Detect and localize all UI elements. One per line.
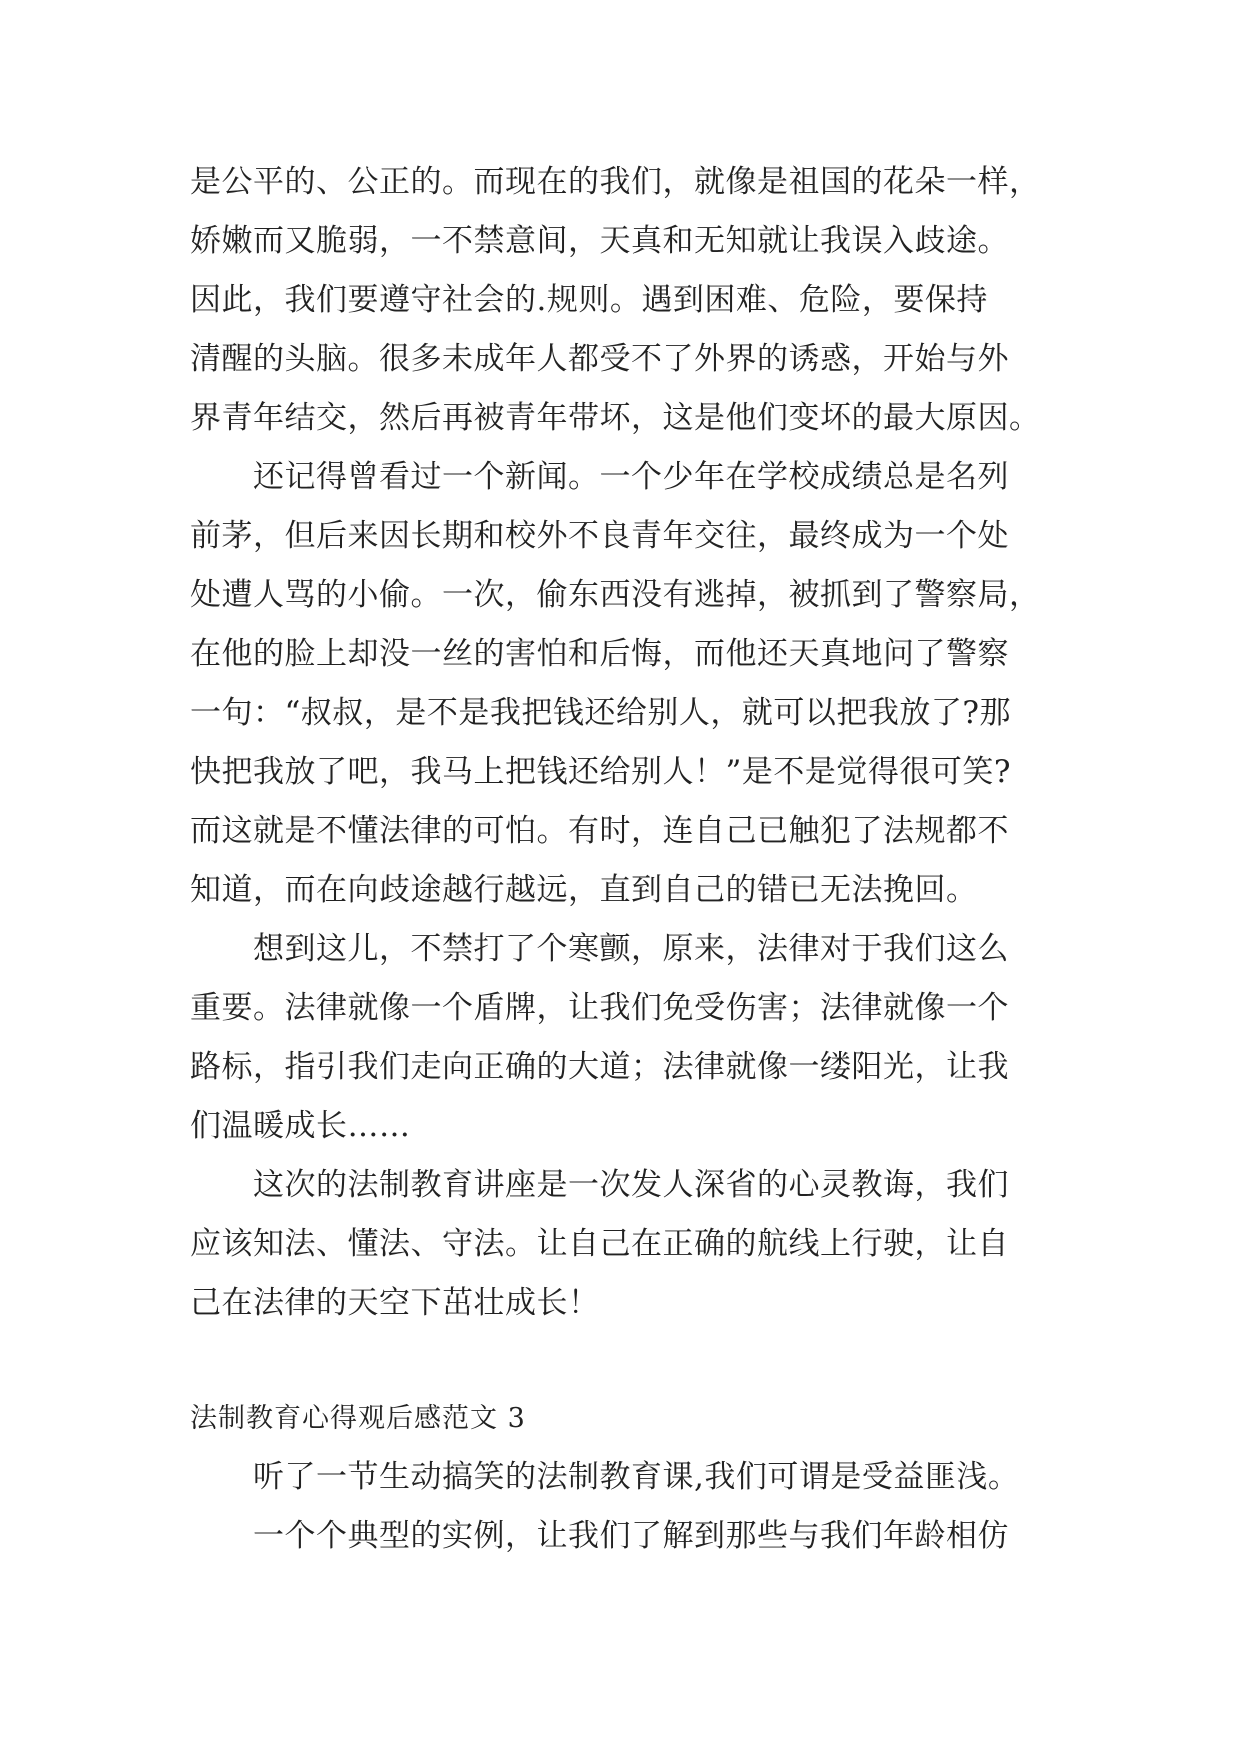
text-line: 重要。法律就像一个盾牌，让我们免受伤害；法律就像一个 xyxy=(190,990,1009,1026)
paragraph-first-line: 还记得曾看过一个新闻。一个少年在学校成绩总是名列 xyxy=(253,459,1009,495)
text-line: 应该知法、懂法、守法。让自己在正确的航线上行驶，让自 xyxy=(190,1226,1009,1262)
text-line: 娇嫩而又脆弱，一不禁意间，天真和无知就让我误入歧途。 xyxy=(190,223,1009,259)
text-line: 清醒的头脑。很多未成年人都受不了外界的诱惑，开始与外 xyxy=(190,341,1009,377)
text-line: 知道，而在向歧途越行越远，直到自己的错已无法挽回。 xyxy=(190,872,978,908)
text-line: 处遭人骂的小偷。一次，偷东西没有逃掉，被抓到了警察局， xyxy=(190,577,1041,613)
text-line: 在他的脸上却没一丝的害怕和后悔，而他还天真地问了警察 xyxy=(190,636,1009,672)
text-line: 是公平的、公正的。而现在的我们，就像是祖国的花朵一样， xyxy=(190,164,1041,200)
text-line: 路标，指引我们走向正确的大道；法律就像一缕阳光，让我 xyxy=(190,1049,1009,1085)
text-line: 因此，我们要遵守社会的.规则。遇到困难、危险，要保持 xyxy=(190,282,988,318)
text-line: 而这就是不懂法律的可怕。有时，连自己已触犯了法规都不 xyxy=(190,813,1009,849)
section-spacer xyxy=(190,1333,1070,1389)
paragraph-first-line: 想到这儿，不禁打了个寒颤，原来，法律对于我们这么 xyxy=(253,931,1009,967)
paragraph-first-line: 这次的法制教育讲座是一次发人深省的心灵教诲，我们 xyxy=(253,1167,1009,1203)
text-line: 己在法律的天空下茁壮成长！ xyxy=(190,1285,600,1321)
text-line: 们温暖成长…… xyxy=(190,1108,411,1144)
document-body xyxy=(190,153,1070,1566)
paragraph-first-line: 听了一节生动搞笑的法制教育课,我们可谓是受益匪浅。 xyxy=(253,1459,1020,1495)
paragraph-first-line: 一个个典型的实例，让我们了解到那些与我们年龄相仿 xyxy=(253,1518,1009,1554)
text-line: 快把我放了吧，我马上把钱还给别人！”是不是觉得很可笑? xyxy=(190,754,1011,790)
text-line: 前茅，但后来因长期和校外不良青年交往，最终成为一个处 xyxy=(190,518,1009,554)
text-line: 界青年结交，然后再被青年带坏，这是他们变坏的最大原因。 xyxy=(190,400,1041,436)
section-heading: 法制教育心得观后感范文 3 xyxy=(190,1403,526,1434)
text-line: 一句：“叔叔，是不是我把钱还给别人，就可以把我放了?那 xyxy=(190,695,1011,731)
